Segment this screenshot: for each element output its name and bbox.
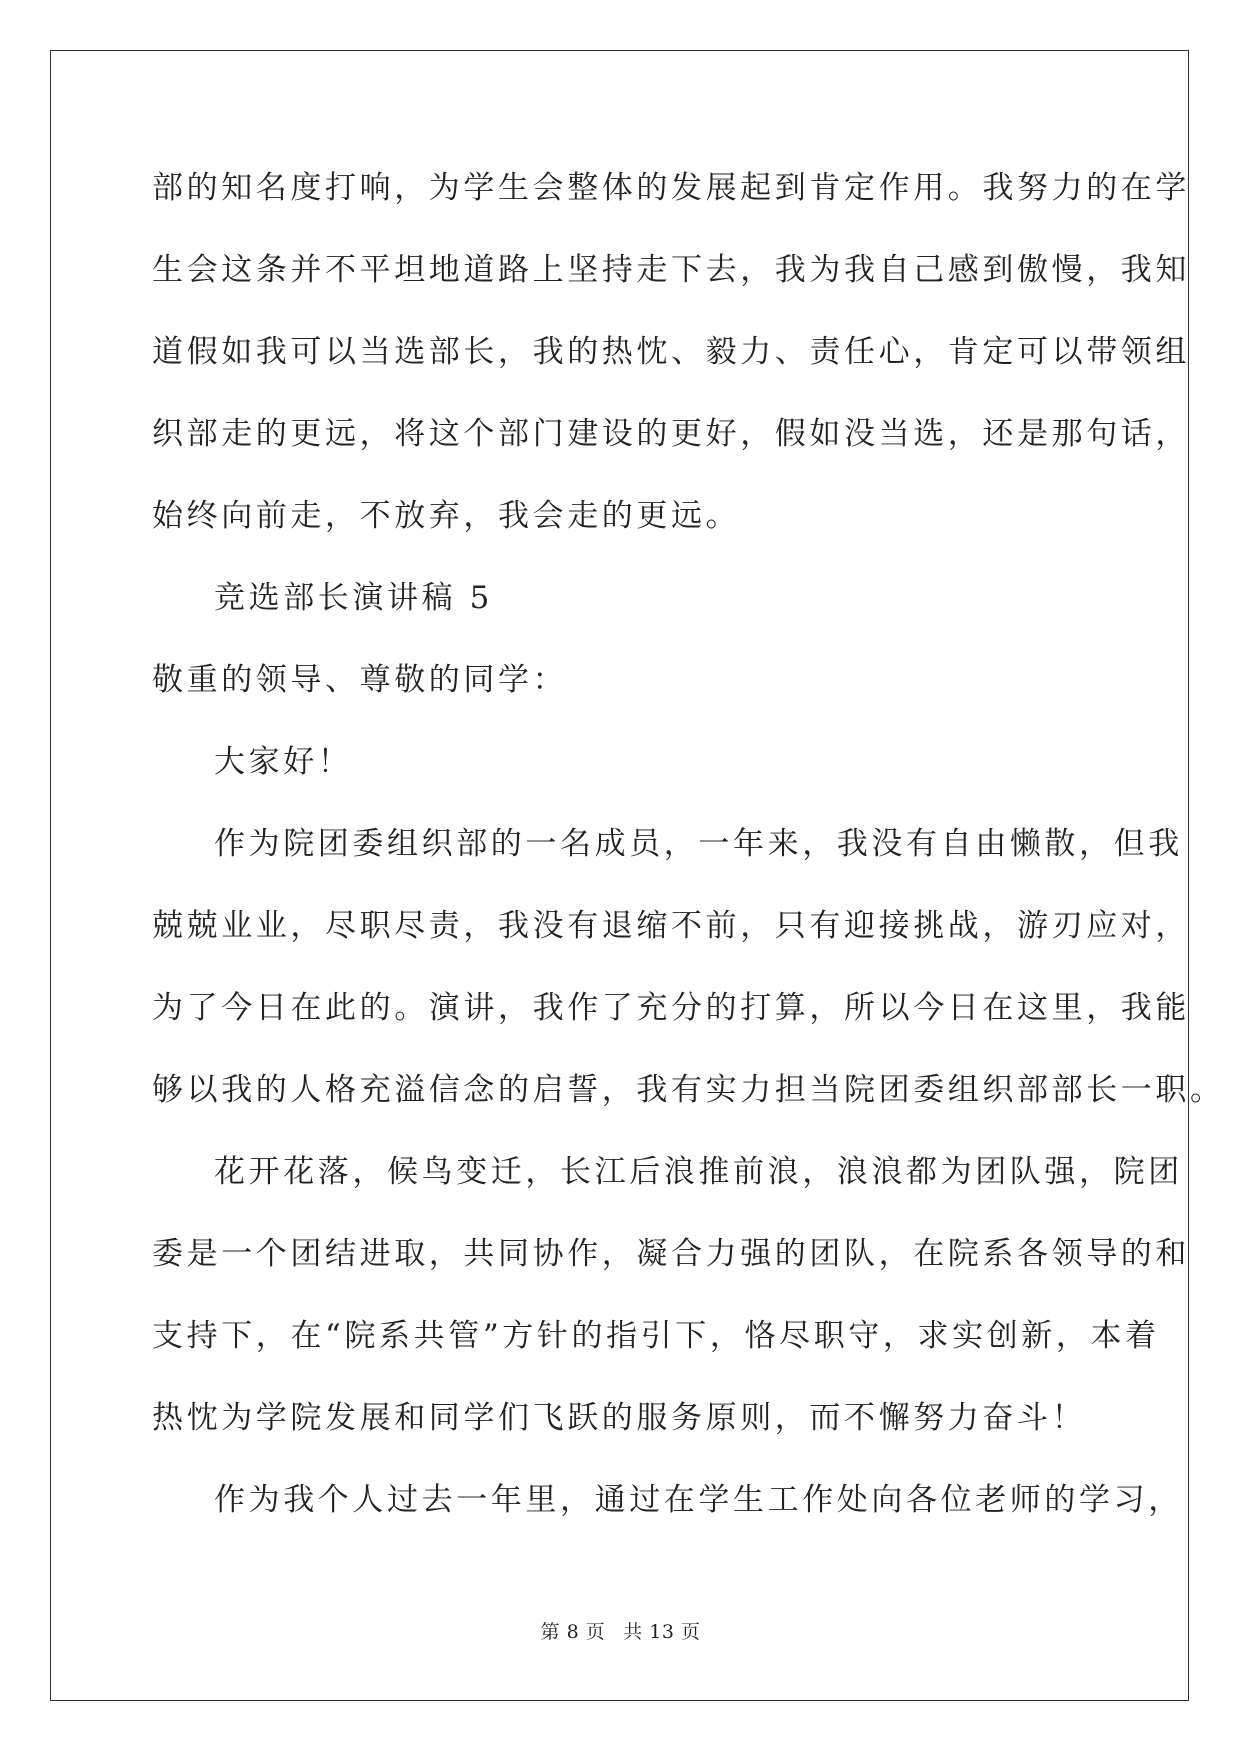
paragraph-line: 花开花落，候鸟变迁，长江后浪推前浪，浪浪都为团队强，院团 — [214, 1154, 1183, 1190]
page-border — [50, 50, 1189, 1701]
page-number: 第 8 页 — [540, 1621, 606, 1643]
paragraph-line: 够以我的人格充溢信念的启誓，我有实力担当院团委组织部部长一职。 — [152, 1072, 1225, 1108]
paragraph-line: 为了今日在此的。演讲，我作了充分的打算，所以今日在这里，我能 — [152, 990, 1190, 1026]
salutation: 敬重的领导、尊敬的同学： — [152, 662, 568, 698]
paragraph-line: 织部走的更远，将这个部门建设的更好，假如没当选，还是那句话， — [152, 416, 1190, 452]
paragraph-line: 始终向前走，不放弃，我会走的更远。 — [152, 498, 741, 534]
paragraph-line: 支持下，在“院系共管”方针的指引下，恪尽职守，求实创新，本着 — [152, 1318, 1160, 1354]
page-footer — [0, 1620, 1241, 1644]
paragraph-line: 兢兢业业，尽职尽责，我没有退缩不前，只有迎接挑战，游刃应对， — [152, 908, 1190, 944]
paragraph-line: 热忱为学院发展和同学们飞跃的服务原则，而不懈努力奋斗！ — [152, 1400, 1087, 1436]
paragraph-line: 作为我个人过去一年里，通过在学生工作处向各位老师的学习， — [214, 1482, 1183, 1518]
paragraph-line: 委是一个团结进取，共同协作，凝合力强的团队，在院系各领导的和 — [152, 1236, 1190, 1272]
greeting: 大家好！ — [214, 744, 353, 780]
paragraph-line: 作为院团委组织部的一名成员，一年来，我没有自由懒散，但我 — [214, 826, 1183, 862]
page-total: 共 13 页 — [623, 1621, 701, 1643]
paragraph-line: 部的知名度打响，为学生会整体的发展起到肯定作用。我努力的在学 — [152, 170, 1190, 206]
section-title: 竞选部长演讲稿 5 — [214, 580, 493, 616]
paragraph-line: 生会这条并不平坦地道路上坚持走下去，我为我自己感到傲慢，我知 — [152, 252, 1190, 288]
paragraph-line: 道假如我可以当选部长，我的热忱、毅力、责任心，肯定可以带领组 — [152, 334, 1190, 370]
